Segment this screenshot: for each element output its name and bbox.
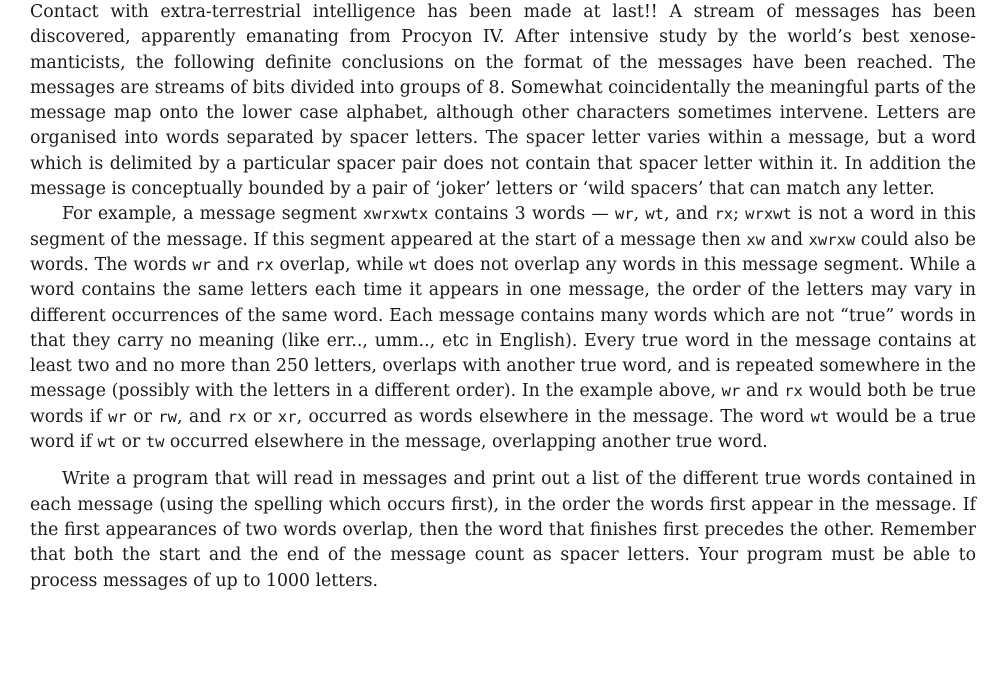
text-run: or <box>246 406 278 427</box>
text-run: does not overlap any words in this message segment. While a word contains the same letters each time it appears in one message, the order of the letters may vary in different occurrences of the same word. Each message contains many words which are not “true” words in that they carry no meaning (like err.., umm.., etc in English). Every true word in the message contains at least two and no more than 250 letters, overlaps with another true word, and is repeated somewhere in the message (possibly with the letters in a different order). In the example above, <box>30 254 977 402</box>
paragraph-example <box>30 202 976 455</box>
text-run: , and <box>664 204 715 225</box>
inline-code: xwrxwtx <box>362 205 429 224</box>
inline-code: wr <box>108 407 127 426</box>
text-run: , and <box>176 406 228 427</box>
inline-code: rx <box>784 382 803 401</box>
text-run: is not a word in this segment of the message. If this segment appeared at the start of a message then <box>30 204 976 250</box>
inline-code: xr <box>277 407 297 426</box>
paragraph-intro <box>30 0 976 202</box>
inline-code: xw <box>746 230 766 249</box>
text-run: would both be true words if <box>30 381 977 427</box>
inline-code: wt <box>409 255 428 274</box>
text-run: and <box>740 381 785 402</box>
text-run: would be a true word if <box>30 406 976 453</box>
text-run: or <box>126 406 159 427</box>
inline-code: rw <box>158 407 177 426</box>
paragraph-task <box>30 467 976 593</box>
inline-code: wt <box>97 433 117 452</box>
inline-code: tw <box>145 433 165 452</box>
text-run: occurred elsewhere in the message, overlapping another true word. <box>164 432 768 453</box>
text-run: Contact with extra-terrestrial intelligence has been made at last!! A stream of messages has been discovered, apparently emanating from Procyon IV. After intensive study by the world’s best xenosemanticists, the following definite conclusions on the format of the messages have been reached. The messages are streams of bits divided into groups of 8. Somewhat coincidentally the meaningful parts of the message map onto the lower case alphabet, although other characters sometimes intervene. Letters are organised into words separated by spacer letters. The spacer letter varies within a message, but a word which is delimited by a particular spacer pair does not contain that spacer letter within it. In addition the message is conceptually bounded by a pair of ‘joker’ letters or ‘wild spacers’ that can match any letter. <box>30 2 976 200</box>
inline-code: rx <box>714 205 734 224</box>
text-run: contains 3 words — <box>428 204 615 225</box>
inline-code: xwrxw <box>808 230 856 249</box>
text-run: overlap, while <box>273 254 410 275</box>
text-run: Write a program that will read in messages and print out a list of the different true words contained in each message (using the spelling which occurs first), in the order the words first appear in the message. If the first appearances of two words overlap, then the word that finishes first precedes the other. Remember that both the start and the end of the message count as spacer letters. Your program must be able to process messages of up to 1000 letters. <box>30 469 976 591</box>
text-run: ; <box>733 204 746 225</box>
inline-code: rx <box>227 407 247 426</box>
problem-statement <box>30 0 976 594</box>
inline-code: wt <box>810 407 830 426</box>
inline-code: wrxwt <box>745 205 792 224</box>
text-run: could also be words. The words <box>30 229 976 275</box>
inline-code: wr <box>614 205 634 224</box>
text-run: and <box>765 229 809 250</box>
text-run: or <box>116 432 146 453</box>
inline-code: wr <box>721 382 741 401</box>
inline-code: rx <box>255 255 274 274</box>
text-run: , <box>633 204 646 225</box>
inline-code: wr <box>192 255 212 274</box>
text-run: , occurred as words elsewhere in the message. The word <box>296 406 811 427</box>
inline-code: wt <box>645 205 665 224</box>
text-run: and <box>211 254 256 275</box>
text-run: For example, a message segment <box>62 204 363 225</box>
